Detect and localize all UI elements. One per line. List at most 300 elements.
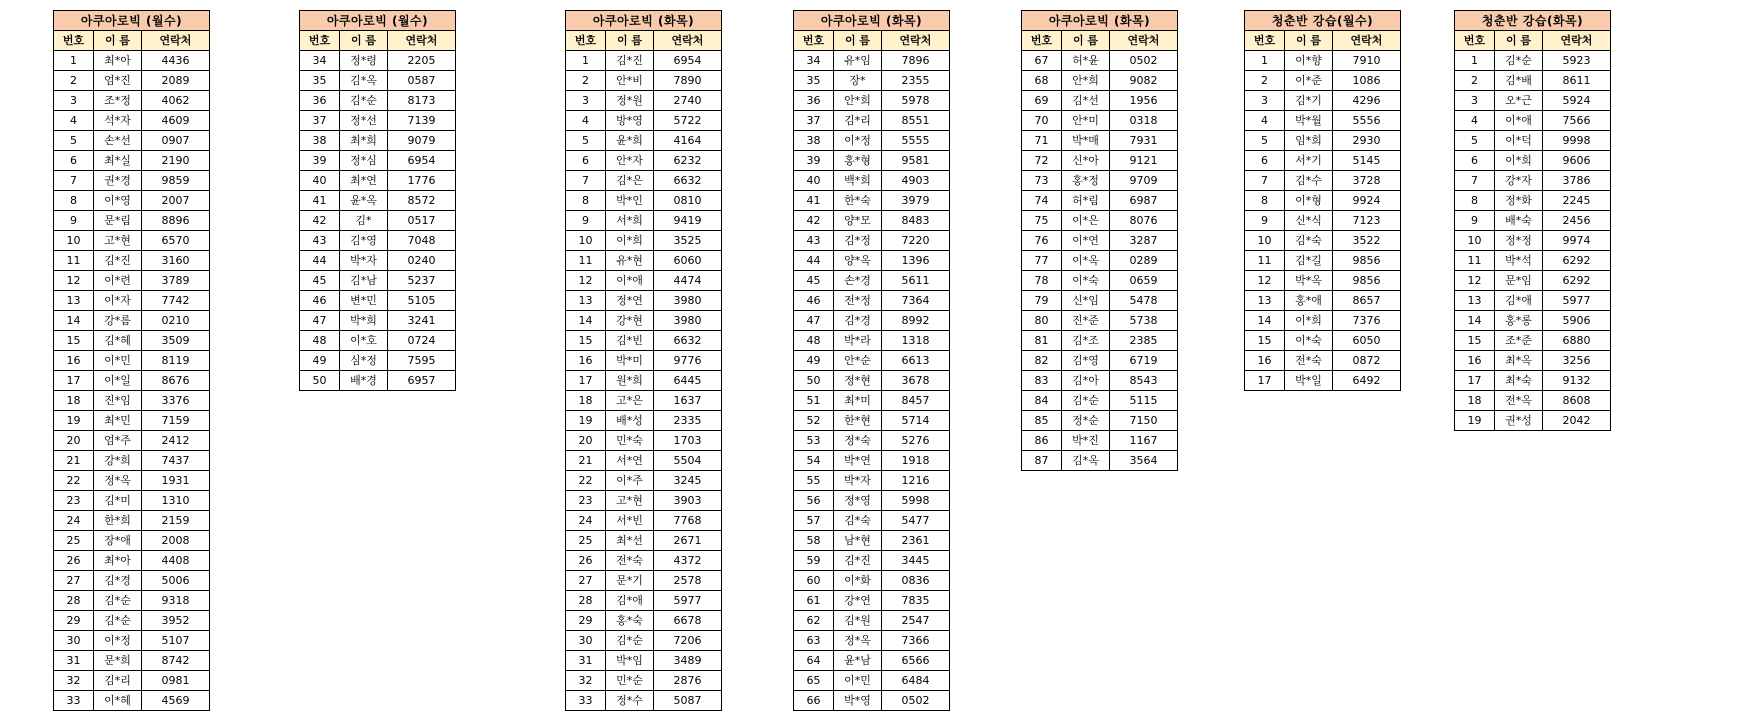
table-row [300, 351, 456, 371]
cell-phone: 5738 [1110, 311, 1178, 331]
cell-phone: 5237 [388, 271, 456, 291]
cell-phone: 8657 [1333, 291, 1401, 311]
table-row [794, 251, 950, 271]
cell-phone: 9856 [1333, 271, 1401, 291]
cell-phone: 5923 [1543, 51, 1611, 71]
cell-number: 12 [1245, 271, 1285, 291]
table-row [794, 331, 950, 351]
cell-name: 장* [834, 71, 882, 91]
cell-phone: 8483 [882, 211, 950, 231]
cell-name: 박*영 [834, 691, 882, 711]
cell-name: 박*자 [834, 471, 882, 491]
cell-phone: 6632 [654, 331, 722, 351]
cell-number: 14 [1245, 311, 1285, 331]
cell-number: 64 [794, 651, 834, 671]
header-phone: 연락처 [1333, 31, 1401, 51]
roster-table-4 [793, 10, 950, 711]
table-row [794, 311, 950, 331]
table-row [54, 51, 210, 71]
cell-number: 7 [1455, 171, 1495, 191]
table-row [54, 531, 210, 551]
cell-number: 27 [566, 571, 606, 591]
cell-name: 김*아 [1062, 371, 1110, 391]
cell-number: 33 [566, 691, 606, 711]
cell-name: 전*숙 [606, 551, 654, 571]
cell-name: 김*길 [1285, 251, 1333, 271]
table-row [566, 491, 722, 511]
cell-phone: 0810 [654, 191, 722, 211]
cell-name: 최*숙 [1495, 371, 1543, 391]
table-row [794, 131, 950, 151]
cell-phone: 7910 [1333, 51, 1401, 71]
cell-phone: 4164 [654, 131, 722, 151]
cell-number: 72 [1022, 151, 1062, 171]
cell-phone: 3525 [654, 231, 722, 251]
cell-number: 6 [1245, 151, 1285, 171]
table-row [54, 91, 210, 111]
cell-number: 1 [1455, 51, 1495, 71]
cell-name: 강*름 [94, 311, 142, 331]
cell-number: 75 [1022, 211, 1062, 231]
cell-phone: 2245 [1543, 191, 1611, 211]
cell-phone: 9082 [1110, 71, 1178, 91]
cell-name: 전*숙 [1285, 351, 1333, 371]
table-row [54, 431, 210, 451]
cell-number: 8 [566, 191, 606, 211]
cell-number: 7 [54, 171, 94, 191]
cell-number: 5 [566, 131, 606, 151]
table-row [794, 411, 950, 431]
cell-phone: 9859 [142, 171, 210, 191]
cell-number: 37 [300, 111, 340, 131]
cell-number: 8 [1455, 191, 1495, 211]
cell-phone: 9974 [1543, 231, 1611, 251]
cell-name: 김*애 [606, 591, 654, 611]
table-row [1022, 191, 1178, 211]
cell-number: 15 [566, 331, 606, 351]
table-row [1245, 371, 1401, 391]
cell-name: 최*실 [94, 151, 142, 171]
table-row [54, 291, 210, 311]
cell-phone: 0318 [1110, 111, 1178, 131]
table-row [1455, 251, 1611, 271]
table-row [1022, 271, 1178, 291]
cell-number: 47 [794, 311, 834, 331]
cell-number: 11 [1245, 251, 1285, 271]
table-row [300, 91, 456, 111]
table-row [1245, 71, 1401, 91]
cell-name: 김*옥 [1062, 451, 1110, 471]
cell-number: 4 [566, 111, 606, 131]
cell-phone: 2456 [1543, 211, 1611, 231]
cell-name: 전*옥 [1495, 391, 1543, 411]
cell-number: 52 [794, 411, 834, 431]
table-row [1455, 411, 1611, 431]
cell-phone: 3728 [1333, 171, 1401, 191]
table-row [1455, 291, 1611, 311]
table-row [1245, 311, 1401, 331]
cell-name: 양*모 [834, 211, 882, 231]
table-row [1455, 371, 1611, 391]
cell-number: 73 [1022, 171, 1062, 191]
cell-name: 김*애 [1495, 291, 1543, 311]
cell-phone: 1703 [654, 431, 722, 451]
table-row [300, 191, 456, 211]
cell-name: 김*진 [834, 551, 882, 571]
cell-phone: 5477 [882, 511, 950, 531]
cell-phone: 2042 [1543, 411, 1611, 431]
cell-phone: 4436 [142, 51, 210, 71]
table-title: 아쿠아로빅 (월수) [54, 11, 210, 31]
cell-number: 78 [1022, 271, 1062, 291]
table-row [1455, 311, 1611, 331]
table-row [300, 291, 456, 311]
cell-number: 36 [300, 91, 340, 111]
cell-number: 13 [54, 291, 94, 311]
table-row [54, 651, 210, 671]
cell-name: 김*경 [834, 311, 882, 331]
cell-number: 39 [794, 151, 834, 171]
cell-phone: 2008 [142, 531, 210, 551]
cell-number: 39 [300, 151, 340, 171]
table-row [300, 131, 456, 151]
cell-number: 11 [1455, 251, 1495, 271]
cell-phone: 3376 [142, 391, 210, 411]
table-row [566, 291, 722, 311]
cell-name: 진*준 [1062, 311, 1110, 331]
cell-name: 김*순 [340, 91, 388, 111]
cell-name: 정*수 [606, 691, 654, 711]
cell-name: 최*옥 [1495, 351, 1543, 371]
cell-phone: 6292 [1543, 251, 1611, 271]
table-row [54, 131, 210, 151]
cell-phone: 2335 [654, 411, 722, 431]
cell-phone: 0724 [388, 331, 456, 351]
table-row [794, 71, 950, 91]
cell-phone: 6484 [882, 671, 950, 691]
cell-number: 36 [794, 91, 834, 111]
cell-name: 윤*희 [606, 131, 654, 151]
cell-phone: 6492 [1333, 371, 1401, 391]
cell-name: 서*연 [606, 451, 654, 471]
cell-number: 9 [1455, 211, 1495, 231]
cell-name: 홍*롱 [1495, 311, 1543, 331]
table-row [566, 131, 722, 151]
cell-name: 최*미 [834, 391, 882, 411]
cell-phone: 5105 [388, 291, 456, 311]
cell-name: 권*경 [94, 171, 142, 191]
table-row [566, 611, 722, 631]
cell-phone: 9318 [142, 591, 210, 611]
table-row [1245, 291, 1401, 311]
cell-name: 정*옥 [94, 471, 142, 491]
cell-name: 신*아 [1062, 151, 1110, 171]
cell-phone: 7048 [388, 231, 456, 251]
cell-phone: 9709 [1110, 171, 1178, 191]
cell-name: 이*은 [1062, 211, 1110, 231]
header-number: 번호 [1455, 31, 1495, 51]
cell-name: 김*미 [94, 491, 142, 511]
cell-phone: 3952 [142, 611, 210, 631]
cell-number: 43 [794, 231, 834, 251]
table-row [566, 651, 722, 671]
cell-name: 홍*애 [1285, 291, 1333, 311]
cell-name: 박*진 [1062, 431, 1110, 451]
table-row [54, 671, 210, 691]
cell-phone: 2355 [882, 71, 950, 91]
cell-name: 배*경 [340, 371, 388, 391]
cell-number: 2 [1455, 71, 1495, 91]
cell-number: 46 [300, 291, 340, 311]
cell-number: 44 [794, 251, 834, 271]
cell-name: 박*일 [1285, 371, 1333, 391]
table-row [794, 471, 950, 491]
cell-name: 고*현 [94, 231, 142, 251]
cell-phone: 6292 [1543, 271, 1611, 291]
cell-name: 정*옥 [834, 631, 882, 651]
cell-number: 23 [566, 491, 606, 511]
cell-phone: 7123 [1333, 211, 1401, 231]
cell-name: 이*자 [94, 291, 142, 311]
table-row [566, 671, 722, 691]
cell-phone: 7159 [142, 411, 210, 431]
cell-phone: 5998 [882, 491, 950, 511]
cell-phone: 1167 [1110, 431, 1178, 451]
cell-name: 박*매 [1062, 131, 1110, 151]
cell-phone: 7220 [882, 231, 950, 251]
header-number: 번호 [1022, 31, 1062, 51]
cell-name: 안*희 [834, 91, 882, 111]
table-row [1455, 191, 1611, 211]
table-row [794, 111, 950, 131]
table-row [794, 211, 950, 231]
table-row [1455, 111, 1611, 131]
cell-phone: 5478 [1110, 291, 1178, 311]
cell-number: 79 [1022, 291, 1062, 311]
cell-name: 홍*형 [834, 151, 882, 171]
cell-phone: 3678 [882, 371, 950, 391]
cell-phone: 0587 [388, 71, 456, 91]
cell-phone: 6566 [882, 651, 950, 671]
cell-name: 김*정 [834, 231, 882, 251]
table-row [1455, 71, 1611, 91]
cell-phone: 2361 [882, 531, 950, 551]
table-row [794, 631, 950, 651]
table-row [794, 611, 950, 631]
table-row [1245, 331, 1401, 351]
cell-number: 65 [794, 671, 834, 691]
cell-name: 정*순 [1062, 411, 1110, 431]
table-row [1455, 171, 1611, 191]
cell-phone: 7139 [388, 111, 456, 131]
cell-name: 오*근 [1495, 91, 1543, 111]
cell-phone: 5722 [654, 111, 722, 131]
cell-number: 3 [566, 91, 606, 111]
cell-name: 정*영 [834, 491, 882, 511]
cell-name: 이*숙 [1285, 331, 1333, 351]
table-row [566, 591, 722, 611]
table-row [566, 631, 722, 651]
cell-phone: 4609 [142, 111, 210, 131]
cell-number: 41 [794, 191, 834, 211]
cell-name: 박*석 [1495, 251, 1543, 271]
cell-number: 5 [1245, 131, 1285, 151]
cell-phone: 0502 [1110, 51, 1178, 71]
table-row [566, 371, 722, 391]
cell-number: 19 [566, 411, 606, 431]
cell-number: 47 [300, 311, 340, 331]
table-row [794, 591, 950, 611]
table-title: 아쿠아로빅 (화목) [1022, 11, 1178, 31]
cell-name: 유*현 [606, 251, 654, 271]
cell-phone: 7364 [882, 291, 950, 311]
cell-number: 44 [300, 251, 340, 271]
table-row [1245, 111, 1401, 131]
header-name: 이 름 [1285, 31, 1333, 51]
cell-number: 16 [54, 351, 94, 371]
cell-number: 86 [1022, 431, 1062, 451]
cell-name: 이*희 [606, 231, 654, 251]
cell-phone: 4062 [142, 91, 210, 111]
table-row [1455, 91, 1611, 111]
table-row [1455, 151, 1611, 171]
cell-phone: 3256 [1543, 351, 1611, 371]
cell-number: 20 [566, 431, 606, 451]
cell-phone: 2089 [142, 71, 210, 91]
cell-phone: 5107 [142, 631, 210, 651]
table-row [1455, 131, 1611, 151]
cell-number: 42 [794, 211, 834, 231]
cell-number: 63 [794, 631, 834, 651]
cell-phone: 8457 [882, 391, 950, 411]
cell-number: 34 [300, 51, 340, 71]
table-row [1245, 171, 1401, 191]
cell-number: 10 [1455, 231, 1495, 251]
cell-number: 15 [1245, 331, 1285, 351]
table-row [1245, 251, 1401, 271]
table-row [1022, 391, 1178, 411]
cell-name: 이*준 [1285, 71, 1333, 91]
cell-phone: 0210 [142, 311, 210, 331]
cell-number: 71 [1022, 131, 1062, 151]
cell-number: 17 [1455, 371, 1495, 391]
table-row [566, 531, 722, 551]
cell-phone: 5714 [882, 411, 950, 431]
cell-name: 신*임 [1062, 291, 1110, 311]
cell-number: 16 [566, 351, 606, 371]
cell-number: 49 [794, 351, 834, 371]
cell-name: 안*미 [1062, 111, 1110, 131]
cell-phone: 9924 [1333, 191, 1401, 211]
cell-name: 안*자 [606, 151, 654, 171]
cell-name: 이*혜 [94, 691, 142, 711]
cell-phone: 1637 [654, 391, 722, 411]
table-row [1022, 431, 1178, 451]
table-row [1022, 291, 1178, 311]
cell-phone: 5276 [882, 431, 950, 451]
cell-phone: 3241 [388, 311, 456, 331]
table-row [566, 211, 722, 231]
table-row [566, 551, 722, 571]
cell-phone: 7896 [882, 51, 950, 71]
table-row [54, 111, 210, 131]
cell-name: 이*연 [1062, 231, 1110, 251]
cell-phone: 5977 [654, 591, 722, 611]
cell-number: 40 [300, 171, 340, 191]
cell-name: 윤*남 [834, 651, 882, 671]
cell-name: 안*순 [834, 351, 882, 371]
cell-name: 문*희 [94, 651, 142, 671]
roster-table-3 [565, 10, 722, 711]
table-row [794, 651, 950, 671]
table-row [1022, 111, 1178, 131]
header-number: 번호 [300, 31, 340, 51]
cell-phone: 1956 [1110, 91, 1178, 111]
table-row [54, 271, 210, 291]
cell-number: 22 [566, 471, 606, 491]
cell-name: 김*진 [606, 51, 654, 71]
cell-phone: 9419 [654, 211, 722, 231]
table-row [566, 411, 722, 431]
cell-number: 29 [566, 611, 606, 631]
table-row [1022, 371, 1178, 391]
table-row [1022, 331, 1178, 351]
cell-name: 최*아 [94, 51, 142, 71]
cell-name: 정*현 [834, 371, 882, 391]
cell-number: 34 [794, 51, 834, 71]
cell-number: 4 [54, 111, 94, 131]
cell-phone: 0981 [142, 671, 210, 691]
cell-phone: 3245 [654, 471, 722, 491]
table-title: 청춘반 강습(월수) [1245, 11, 1401, 31]
header-name: 이 름 [1062, 31, 1110, 51]
cell-phone: 1216 [882, 471, 950, 491]
cell-phone: 5924 [1543, 91, 1611, 111]
cell-phone: 0502 [882, 691, 950, 711]
table-row [1245, 151, 1401, 171]
roster-table-7 [1454, 10, 1611, 431]
cell-phone: 6632 [654, 171, 722, 191]
cell-name: 강*연 [834, 591, 882, 611]
cell-phone: 8742 [142, 651, 210, 671]
cell-number: 61 [794, 591, 834, 611]
table-row [1022, 171, 1178, 191]
table-row [1022, 311, 1178, 331]
cell-phone: 5556 [1333, 111, 1401, 131]
table-row [566, 111, 722, 131]
header-phone: 연락처 [654, 31, 722, 51]
table-row [54, 251, 210, 271]
cell-number: 68 [1022, 71, 1062, 91]
cell-number: 28 [566, 591, 606, 611]
cell-phone: 1918 [882, 451, 950, 471]
cell-number: 32 [566, 671, 606, 691]
cell-number: 12 [566, 271, 606, 291]
cell-number: 2 [566, 71, 606, 91]
cell-phone: 6957 [388, 371, 456, 391]
header-phone: 연락처 [388, 31, 456, 51]
cell-number: 12 [54, 271, 94, 291]
cell-number: 6 [566, 151, 606, 171]
cell-name: 이*영 [94, 191, 142, 211]
cell-phone: 0289 [1110, 251, 1178, 271]
table-row [54, 411, 210, 431]
cell-phone: 2190 [142, 151, 210, 171]
cell-phone: 3789 [142, 271, 210, 291]
table-row [566, 231, 722, 251]
table-row [794, 351, 950, 371]
cell-name: 백*희 [834, 171, 882, 191]
